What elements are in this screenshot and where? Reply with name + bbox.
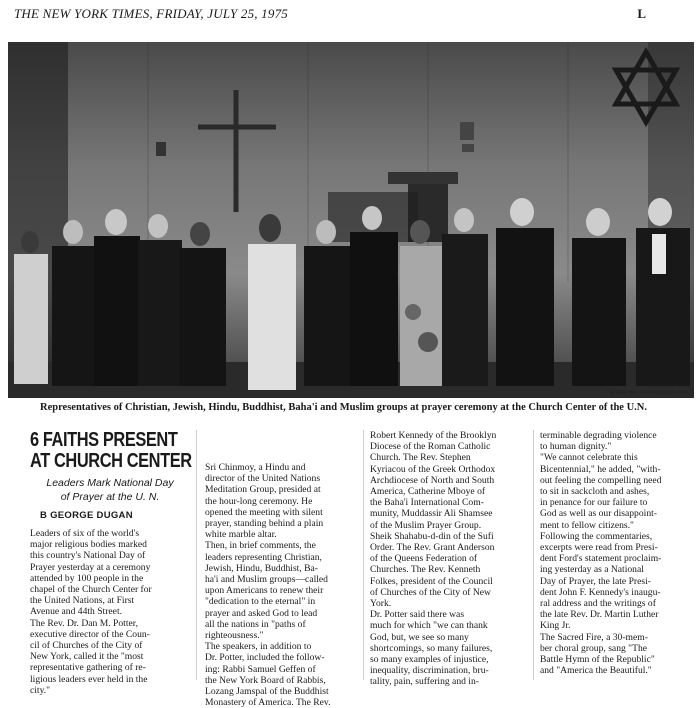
article-text-line: excerpts were read from Presi- bbox=[540, 542, 658, 554]
masthead bbox=[14, 6, 686, 24]
article-text-line: inequality, discrimination, bru- bbox=[370, 665, 489, 677]
article-text-line: The Rev. Dr. Dan M. Potter, bbox=[30, 617, 138, 629]
article-text-line: much for which "we can thank bbox=[370, 620, 488, 632]
article-text-line: so many examples of injustice, bbox=[370, 654, 489, 666]
article-text-line: director of the United Nations bbox=[205, 473, 321, 485]
article-text-line: Dr. Potter said there was bbox=[370, 609, 465, 621]
article-text-line: ligious leaders ever held in the bbox=[30, 673, 148, 685]
subhead-line: Leaders Mark National Day bbox=[46, 477, 174, 489]
article-text-line: out feeling the compelling need bbox=[540, 474, 662, 486]
article-column-3 bbox=[370, 430, 496, 688]
article-text-line: and "America the Beautiful." bbox=[540, 665, 652, 677]
article-text-line: the late Rev. Dr. Martin Luther bbox=[540, 609, 659, 621]
article-text-line: in penance for our failure to bbox=[540, 497, 648, 509]
article-text-line: "We cannot celebrate this bbox=[540, 452, 638, 464]
article-column-2 bbox=[205, 462, 330, 708]
article-text-line: representative gathering of re- bbox=[30, 662, 146, 674]
article-text-line: God as well as our disappoint- bbox=[540, 508, 657, 520]
article-text-line: the hour-long ceremony. He bbox=[205, 495, 313, 507]
article-text-line: leaders representing Christian, bbox=[205, 551, 322, 563]
article-headline bbox=[30, 429, 192, 472]
article-text-line: munity, Muddassir Ali Shamsee bbox=[370, 508, 493, 520]
article-text-line: Lozang Jamspal of the Buddhist bbox=[205, 686, 329, 698]
article-text-line: Church. The Rev. Stephen bbox=[370, 452, 471, 464]
article-text-line: ing yesterday as a National bbox=[540, 564, 644, 576]
article-text-line: The Sacred Fire, a 30-mem- bbox=[540, 631, 648, 643]
article-text-line: The speakers, in addition to bbox=[205, 641, 312, 653]
article-text-line: Sheik Shahabu-d-din of the Sufi bbox=[370, 530, 494, 542]
article-text-line: terminable degrading violence bbox=[540, 430, 657, 441]
article-text-line: Dr. Potter, included the follow- bbox=[205, 652, 325, 664]
article-text-line: to human dignity." bbox=[540, 441, 612, 453]
column-divider bbox=[363, 430, 364, 680]
article-text-line: attended by 100 people in the bbox=[30, 572, 144, 584]
article-text-line: the Baha'i International Com- bbox=[370, 497, 484, 509]
article-text-line: city." bbox=[30, 684, 51, 696]
article-text-line: chapel of the Church Center for bbox=[30, 584, 152, 596]
article-text-line: opened the meeting with silent bbox=[205, 506, 323, 518]
article-text-line: ber choral group, sang "The bbox=[540, 642, 648, 654]
photo-illustration bbox=[8, 42, 694, 398]
article-text-line: Meditation Group, presided at bbox=[205, 484, 321, 496]
column-divider bbox=[533, 430, 534, 680]
article-text-line: Battle Hymn of the Republic" bbox=[540, 654, 655, 666]
news-photo bbox=[8, 42, 694, 398]
subhead-line: of Prayer at the U. N. bbox=[60, 491, 160, 503]
article-text-line: Archdiocese of North and South bbox=[370, 474, 495, 486]
photo-caption: Representatives of Christian, Jewish, Hindu, Buddhist, Baha'i and Muslim groups at prayer ceremony at the Church Center of the U.N. bbox=[40, 402, 647, 413]
article-column-1 bbox=[30, 528, 152, 696]
article-text-line: Prayer yesterday at a ceremony bbox=[30, 561, 151, 573]
article-text-line: ral address and the writings of bbox=[540, 598, 656, 610]
article-text-line: Bicentennial," he added, "with- bbox=[540, 463, 661, 475]
article-text-line: this country's National Day of bbox=[30, 550, 146, 562]
article-column-4 bbox=[540, 430, 661, 676]
article-text-line: Following the commentaries, bbox=[540, 530, 653, 542]
article-text-line: ha'i and Muslim groups—called bbox=[205, 574, 328, 586]
article-text-line: to sit in sackcloth and ashes, bbox=[540, 486, 650, 498]
article-text-line: Diocese of the Roman Catholic bbox=[370, 441, 491, 453]
article-text-line: Robert Kennedy of the Brooklyn bbox=[370, 430, 497, 441]
article-text-line: Folkes, president of the Council bbox=[370, 575, 493, 587]
article-text-line: the United Nations, at First bbox=[30, 595, 135, 607]
article-text-line: the New York Board of Rabbis, bbox=[205, 674, 326, 686]
article-text-line: upon Americans to renew their bbox=[205, 585, 324, 597]
article-text-line: righteousness." bbox=[205, 630, 264, 642]
article-text-line: America, Catherine Mboye of bbox=[370, 486, 486, 498]
article-text-line: ing: Rabbi Samuel Geffen of bbox=[205, 663, 316, 675]
headline-line: 6 FAITHS PRESENT bbox=[30, 429, 178, 451]
article-text-line: Day of Prayer, the late Presi- bbox=[540, 575, 651, 587]
article-text-line: ment to fellow citizens." bbox=[540, 519, 634, 531]
article-text-line: executive director of the Coun- bbox=[30, 628, 150, 640]
article-text-line: prayer, standing behind a plain bbox=[205, 518, 324, 530]
headline-line: AT CHURCH CENTER bbox=[30, 450, 192, 472]
paper-date-line: THE NEW YORK TIMES, FRIDAY, JULY 25, 1975 bbox=[14, 6, 288, 21]
article-text-line: dent Ford's statement proclaim- bbox=[540, 553, 662, 565]
article-text-line: Jewish, Hindu, Buddhist, Ba- bbox=[205, 562, 318, 574]
article-text-line: York. bbox=[370, 598, 392, 610]
article-text-line: King Jr. bbox=[540, 620, 571, 632]
article-text-line: God, but, we see so many bbox=[370, 631, 469, 643]
article-text-line: major religious bodies marked bbox=[30, 539, 147, 551]
article-text-line: New York, called it the "most bbox=[30, 651, 144, 663]
edition-letter: L bbox=[637, 6, 646, 21]
photo-credit: The New York Times/Robert M. Klein bbox=[606, 390, 688, 396]
article-text-line: tality, pain, suffering and in- bbox=[370, 676, 479, 688]
article-text-line: prayer and asked God to lead bbox=[205, 607, 318, 619]
article-text-line: shortcomings, so many failures, bbox=[370, 642, 493, 654]
article-text-line: Kyriacou of the Greek Orthodox bbox=[370, 463, 496, 475]
article-text-line: of the Queens Federation of bbox=[370, 553, 478, 565]
article-subhead bbox=[30, 476, 190, 504]
article-text-line: Churches. The Rev. Kenneth bbox=[370, 564, 481, 576]
column-divider bbox=[196, 430, 197, 680]
article-text-line: Avenue and 44th Street. bbox=[30, 606, 123, 618]
article-text-line: Monastery of America. The Rev. bbox=[205, 697, 331, 708]
byline: B GEORGE DUGAN bbox=[40, 510, 133, 521]
article-text-line: of the Muslim Prayer Group. bbox=[370, 519, 482, 531]
article-text-line: white marble altar. bbox=[205, 529, 277, 541]
article-text-line: dent John F. Kennedy's inaugu- bbox=[540, 586, 661, 598]
article-text-line: cil of Churches of the City of bbox=[30, 640, 143, 652]
article-text-line: Order. The Rev. Grant Anderson bbox=[370, 542, 495, 554]
article-text-line: Sri Chinmoy, a Hindu and bbox=[205, 462, 306, 473]
article-text-line: "dedication to the eternal" in bbox=[205, 596, 316, 608]
article-text-line: Leaders of six of the world's bbox=[30, 528, 140, 539]
article-text-line: all the nations in "paths of bbox=[205, 618, 306, 630]
article-text-line: Then, in brief comments, the bbox=[205, 540, 316, 552]
article-text-line: of Churches of the City of New bbox=[370, 586, 491, 598]
